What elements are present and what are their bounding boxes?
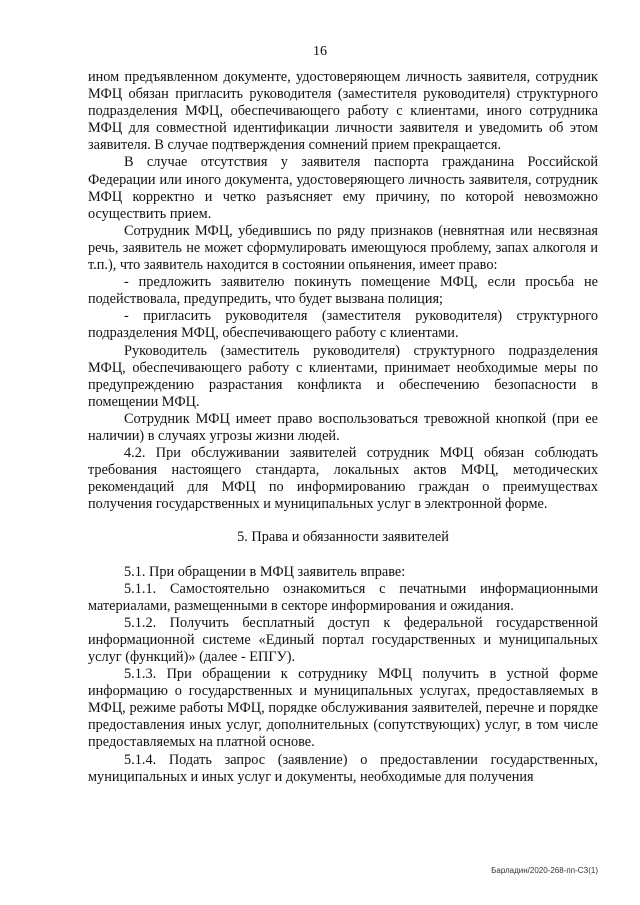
section-heading: 5. Права и обязанности заявителей [237, 529, 449, 546]
document-body [88, 69, 598, 786]
document-code-footer: Барладин/2020-268-пп-СЗ(1) [491, 866, 598, 875]
paragraph: В случае отсутствия у заявителя паспорта гражданина Российской Федерации или иного документа, удостоверяющего личность заявителя, сотрудник МФЦ корректно и четко разъясняет ему причину, по которой невозможно осуществить прием. [88, 154, 598, 222]
paragraph: 5.1.3. При обращении к сотруднику МФЦ получить в устной форме информацию о государственных и муниципальных услугах, предоставляемых в МФЦ, режиме работы МФЦ, порядке обслуживания заявителей, перечне и порядке предоставления иных услуг, дополнительных (сопутствующих) услуг, в том числе предоставляемых на платной основе. [88, 666, 598, 751]
paragraph: Сотрудник МФЦ, убедившись по ряду признаков (невнятная или несвязная речь, заявитель не может сформулировать имеющуюся проблему, запах алкоголя и т.п.), что заявитель находится в состоянии опьянения, имеет право: [88, 222, 598, 274]
page-number: 16 [313, 44, 327, 59]
paragraph: 4.2. При обслуживании заявителей сотрудник МФЦ обязан соблюдать требования настоящего стандарта, локальных актов МФЦ, методических рекомендаций для МФЦ по информированию граждан о преимуществах получения государственных и муниципальных услуг в электронной форме. [88, 445, 598, 513]
paragraph: ином предъявленном документе, удостоверяющем личность заявителя, сотрудник МФЦ обязан пригласить руководителя (заместителя руководителя) структурного подразделения МФЦ, обеспечивающего работу с клиентами, иного сотрудника МФЦ для совместной идентификации личности заявителя и уведомить об этом заявителя. В случае подтверждения сомнений прием прекращается. [88, 69, 598, 154]
paragraph: Руководитель (заместитель руководителя) структурного подразделения МФЦ, обеспечивающего работу с клиентами, принимает необходимые меры по предупреждению разрастания конфликта и обеспечению безопасности в помещении МФЦ. [88, 342, 598, 410]
list-item: - предложить заявителю покинуть помещение МФЦ, если просьба не подействовала, предупредить, что будет вызвана полиция; [88, 274, 598, 308]
paragraph: 5.1.4. Подать запрос (заявление) о предоставлении государственных, муниципальных и иных услуг и документы, необходимые для получения [88, 751, 598, 785]
list-item: - пригласить руководителя (заместителя руководителя) структурного подразделения МФЦ, обеспечивающего работу с клиентами. [88, 308, 598, 342]
paragraph: Сотрудник МФЦ имеет право воспользоваться тревожной кнопкой (при ее наличии) в случаях угрозы жизни людей. [88, 410, 598, 444]
paragraph: 5.1.2. Получить бесплатный доступ к федеральной государственной информационной системе «Единый портал государственных и муниципальных услуг (функций)» (далее - ЕПГУ). [88, 614, 598, 665]
paragraph: 5.1.1. Самостоятельно ознакомиться с печатными информационными материалами, размещенными в секторе информирования и ожидания. [88, 580, 598, 614]
paragraph: 5.1. При обращении в МФЦ заявитель вправе: [124, 563, 406, 580]
